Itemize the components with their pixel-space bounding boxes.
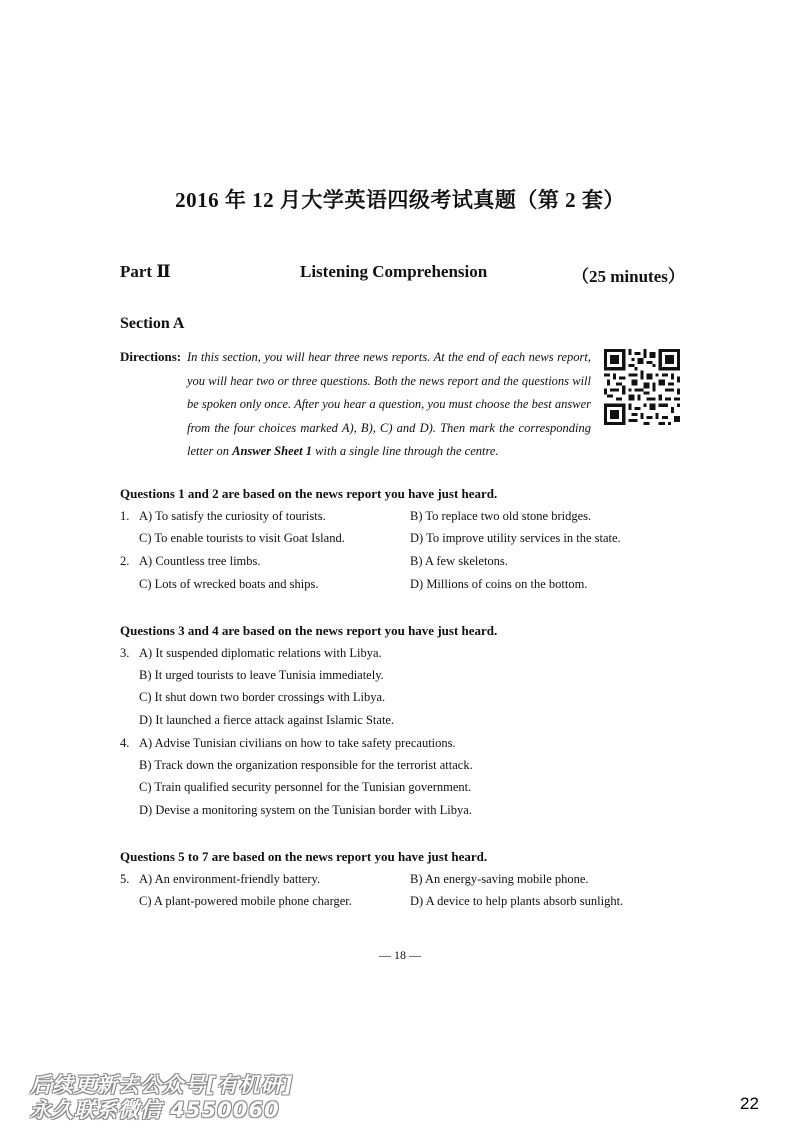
group-header-1-2: Questions 1 and 2 are based on the news report you have just heard.	[120, 486, 498, 501]
part-label: Part Ⅱ	[120, 262, 171, 281]
directions-text-after: with a single line through the centre.	[315, 444, 499, 458]
qr-code-icon[interactable]	[604, 349, 680, 425]
question-number-1: 1.	[120, 509, 130, 523]
watermark	[30, 1073, 293, 1123]
q5-option-d[interactable]: D) A device to help plants absorb sunlight.	[410, 894, 624, 908]
q1-option-c[interactable]: C) To enable tourists to visit Goat Island.	[139, 531, 345, 545]
watermark-line-2: 永久联系微信 4550060	[30, 1098, 280, 1122]
q1-option-d[interactable]: D) To improve utility services in the state.	[410, 531, 621, 545]
q5-option-b[interactable]: B) An energy-saving mobile phone.	[410, 872, 589, 886]
exam-title: 2016 年 12 月大学英语四级考试真题（第 2 套）	[175, 188, 625, 212]
q3-option-c[interactable]: C) It shut down two border crossings with Libya.	[139, 690, 386, 704]
part-header	[120, 262, 685, 286]
q2-option-b[interactable]: B) A few skeletons.	[410, 554, 508, 568]
q2-option-c[interactable]: C) Lots of wrecked boats and ships.	[139, 577, 319, 591]
directions-text	[187, 346, 591, 464]
corner-page-number: 22	[740, 1094, 759, 1113]
group-header-3-4: Questions 3 and 4 are based on the news report you have just heard.	[120, 623, 498, 638]
q3-option-b[interactable]: B) It urged tourists to leave Tunisia immediately.	[139, 668, 384, 682]
q4-option-a[interactable]: A) Advise Tunisian civilians on how to take safety precautions.	[139, 736, 456, 750]
q4-option-c[interactable]: C) Train qualified security personnel for the Tunisian government.	[139, 780, 472, 794]
q2-option-d[interactable]: D) Millions of coins on the bottom.	[410, 577, 588, 591]
group-header-5-7: Questions 5 to 7 are based on the news report you have just heard.	[120, 849, 488, 864]
question-number-5: 5.	[120, 872, 130, 886]
directions-label: Directions:	[120, 349, 182, 364]
q1-option-a[interactable]: A) To satisfy the curiosity of tourists.	[139, 509, 326, 523]
question-number-4: 4.	[120, 736, 130, 750]
q4-option-d[interactable]: D) Devise a monitoring system on the Tunisian border with Libya.	[139, 803, 472, 817]
answer-sheet-ref: Answer Sheet 1	[232, 444, 313, 458]
q4-option-b[interactable]: B) Track down the organization responsible for the terrorist attack.	[139, 758, 473, 772]
q5-option-a[interactable]: A) An environment-friendly battery.	[139, 872, 321, 886]
q5-option-c[interactable]: C) A plant-powered mobile phone charger.	[139, 894, 352, 908]
directions-text-before: In this section, you will hear three news reports. At the end of each news report, you will hear two or three questions. Both the news report and the questions will be spoken only once. After you hear a question, you must choose the best answer from the four choices marked A), B), C) and D). Then mark the corresponding letter on	[187, 350, 591, 458]
question-number-3: 3.	[120, 646, 130, 660]
question-number-2: 2.	[120, 554, 130, 568]
q2-option-a[interactable]: A) Countless tree limbs.	[139, 554, 261, 568]
section-heading: Section A	[120, 315, 185, 332]
part-time: （25 minutes）	[572, 267, 685, 286]
q3-option-d[interactable]: D) It launched a fierce attack against Islamic State.	[139, 713, 395, 727]
watermark-line-1: 后续更新去公众号[有机研]	[30, 1073, 294, 1097]
part-name: Listening Comprehension	[300, 262, 488, 281]
page-number: — 18 —	[379, 948, 421, 962]
q1-option-b[interactable]: B) To replace two old stone bridges.	[410, 509, 592, 523]
q3-option-a[interactable]: A) It suspended diplomatic relations with Libya.	[139, 646, 382, 660]
